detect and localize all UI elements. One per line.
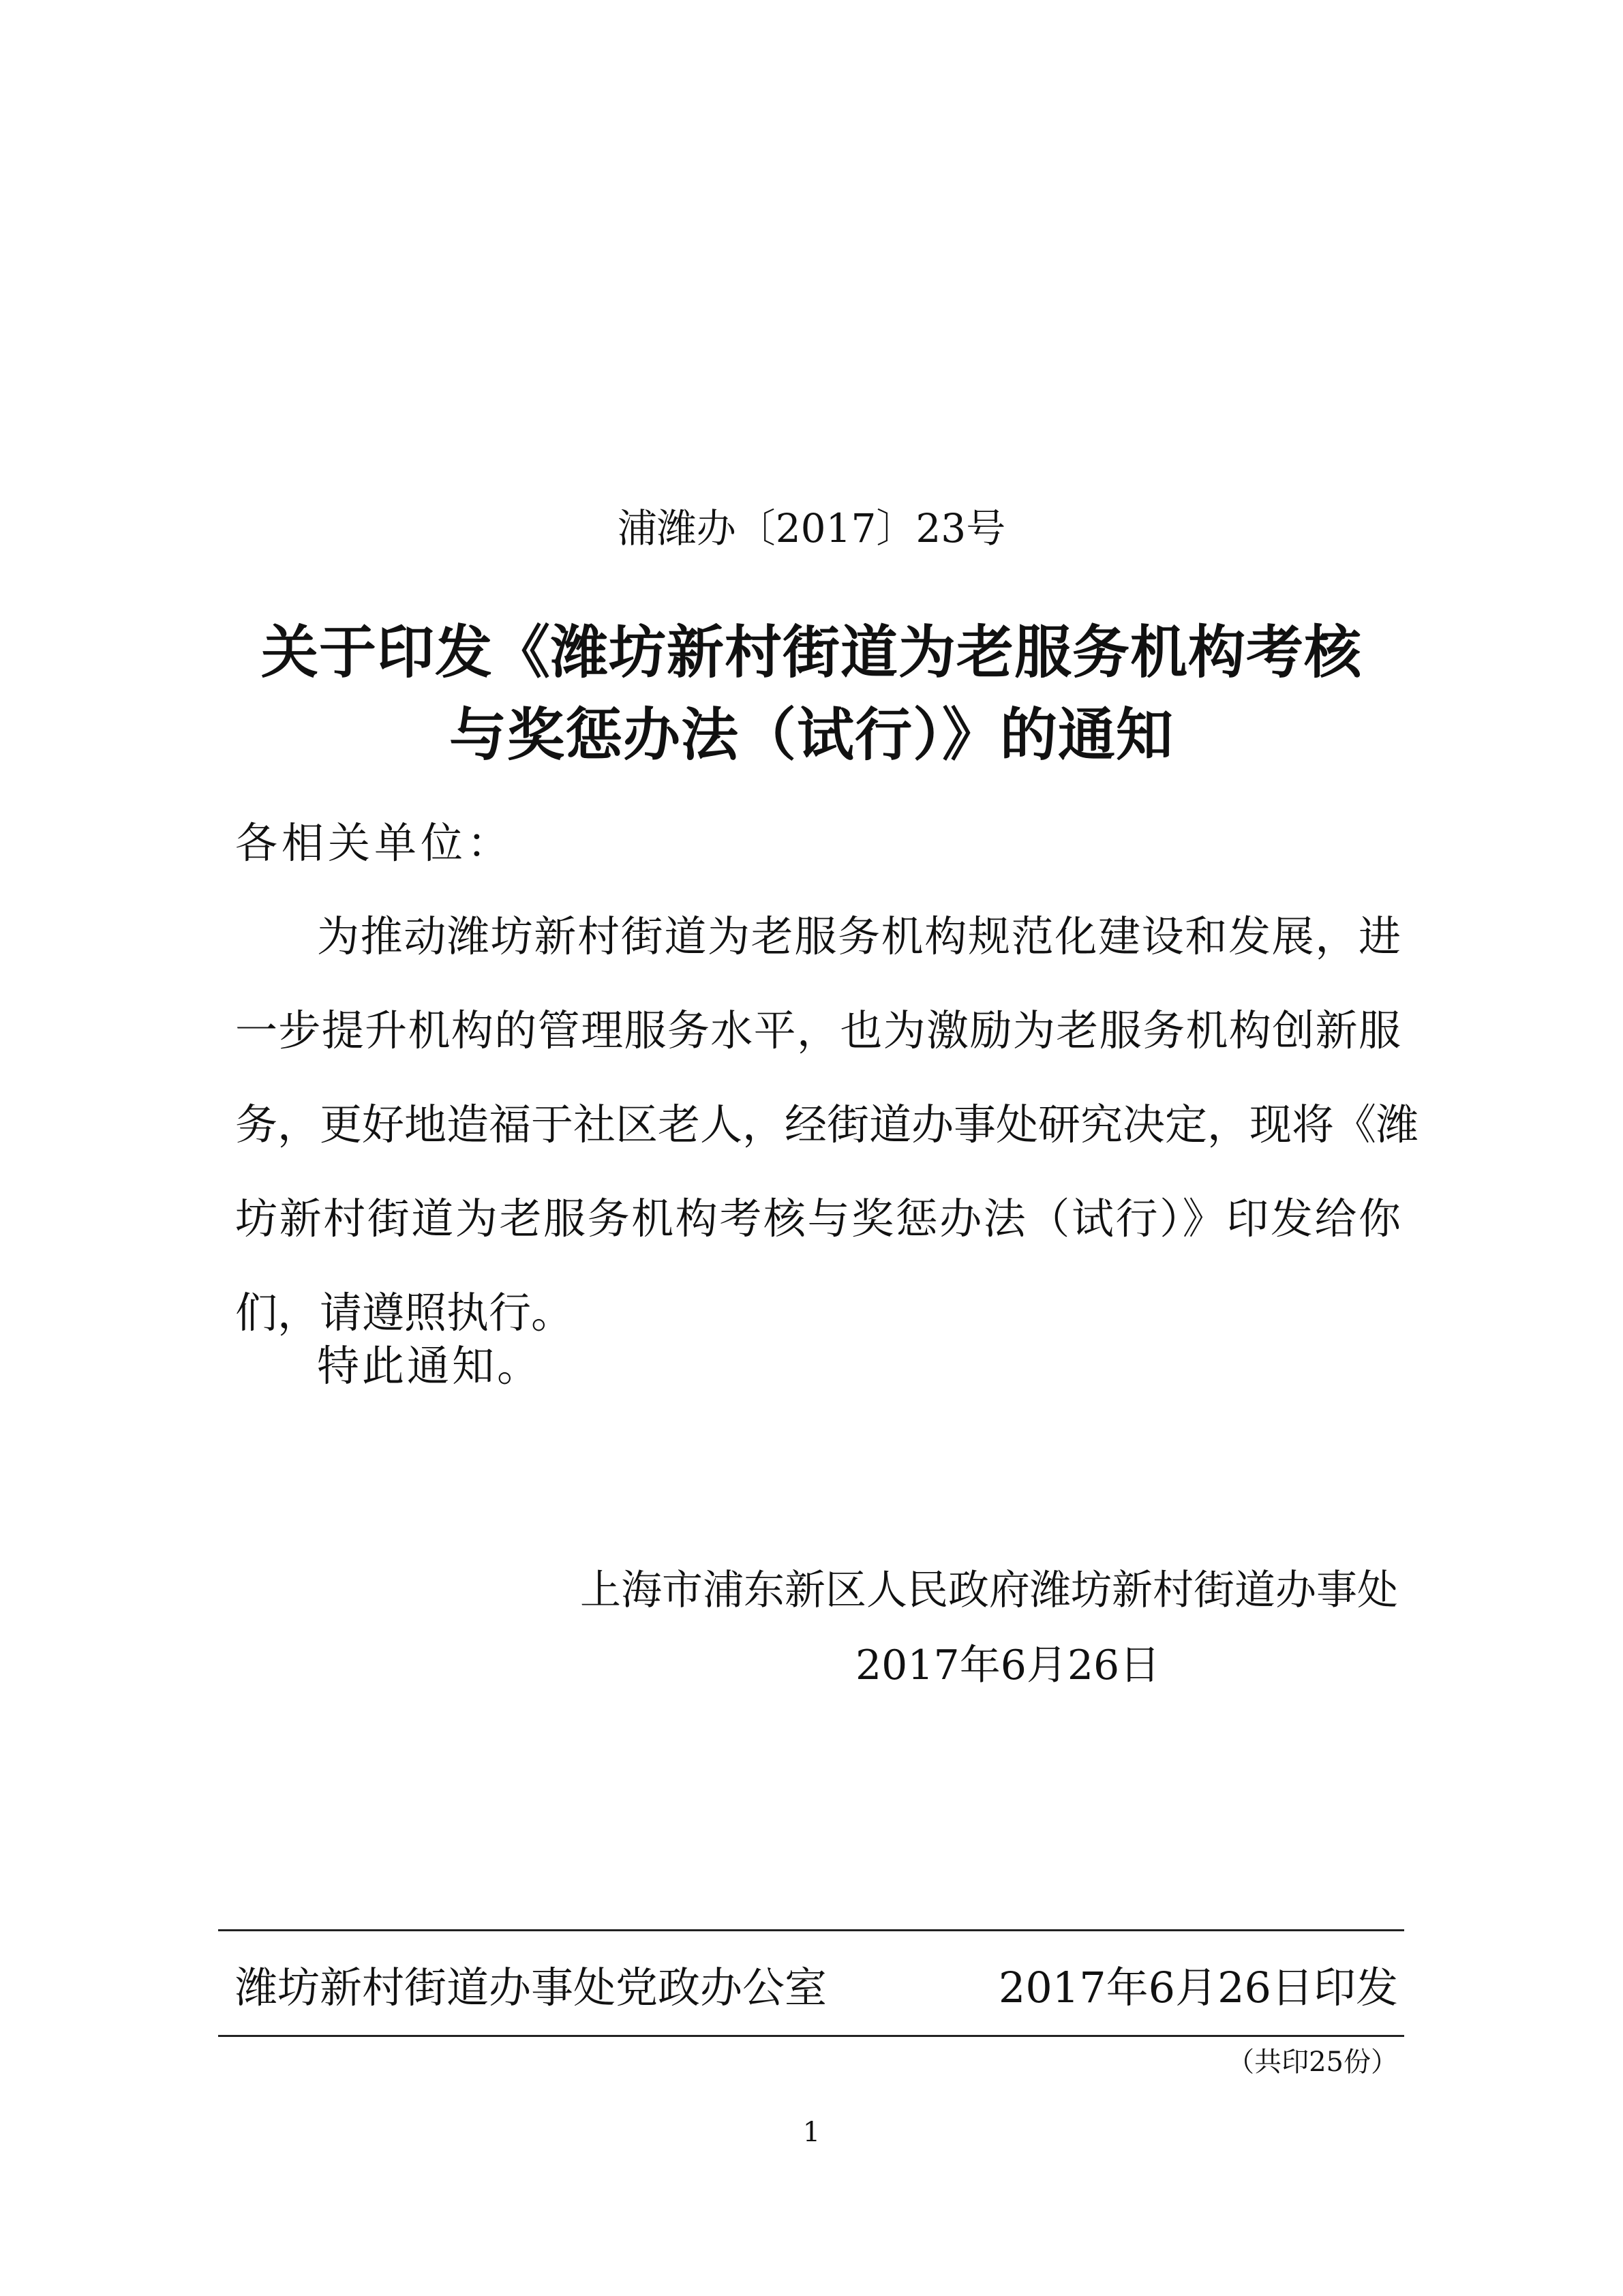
page-number: 1 <box>802 2117 821 2148</box>
footer-bottom-rule <box>218 2035 1404 2037</box>
body-paragraph-line-2: 一步提升机构的管理服务水平，也为激励为老服务机构创新服 <box>235 1006 1401 1055</box>
body-paragraph-line-1: 为推动潍坊新村街道为老服务机构规范化建设和发展，进 <box>317 911 1401 961</box>
body-paragraph-line-5: 们，请遵照执行。 <box>235 1288 574 1338</box>
footer-issue-date: 2017年6月26日印发 <box>998 1963 1398 2012</box>
body-paragraph-line-4: 坊新村街道为老服务机构考核与奖惩办法（试行）》印发给你 <box>235 1194 1401 1243</box>
closing-remark: 特此通知。 <box>317 1341 543 1391</box>
body-paragraph-line-3: 务，更好地造福于社区老人，经街道办事处研究决定，现将《潍 <box>235 1100 1419 1149</box>
issuing-authority: 上海市浦东新区人民政府潍坊新村街道办事处 <box>580 1567 1398 1614</box>
signature-date: 2017年6月26日 <box>855 1642 1161 1689</box>
document-title-line-1: 关于印发《潍坊新村街道为老服务机构考核 <box>260 619 1362 686</box>
footer-top-rule <box>218 1929 1404 1931</box>
footer-issuing-office: 潍坊新村街道办事处党政办公室 <box>235 1963 828 2012</box>
document-number: 浦潍办〔2017〕23号 <box>617 505 1006 552</box>
salutation: 各相关单位： <box>235 818 514 868</box>
document-title-line-2: 与奖惩办法（试行）》的通知 <box>449 701 1174 768</box>
copies-note: （共印25份） <box>1227 2046 1398 2078</box>
